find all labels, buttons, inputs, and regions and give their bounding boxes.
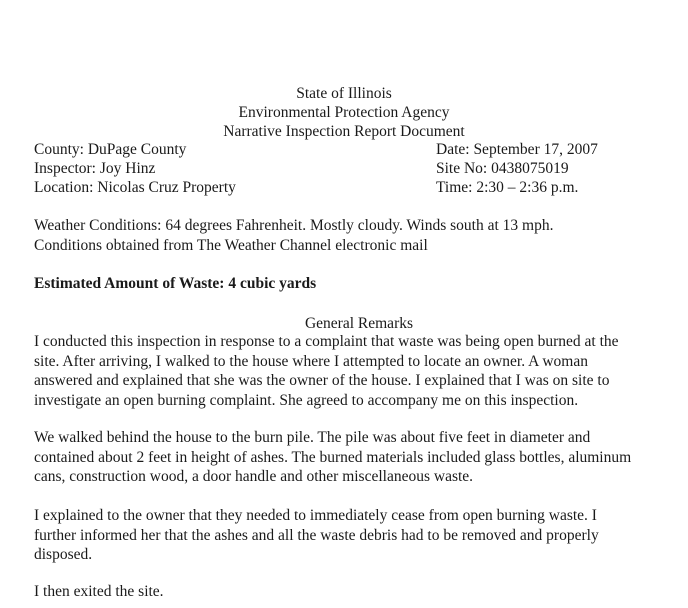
time-field: Time: 2:30 – 2:36 p.m.: [436, 179, 579, 196]
header-document-title: Narrative Inspection Report Document: [223, 123, 465, 140]
general-remarks-title: General Remarks: [304, 315, 414, 332]
weather-section: [34, 216, 684, 255]
paragraph-line: I conducted this inspection in response to a complaint that waste was being open burned at the: [34, 333, 619, 350]
location-field: Location: Nicolas Cruz Property: [34, 179, 236, 196]
paragraph-line: cans, construction wood, a door handle and other miscellaneous waste.: [34, 468, 474, 485]
remarks-paragraph-4: [34, 582, 684, 602]
site-number-field: Site No: 0438075019: [436, 160, 569, 177]
meta-right-column: [436, 140, 598, 197]
remarks-paragraph-1: [34, 332, 684, 410]
header-agency: Environmental Protection Agency: [238, 104, 450, 121]
header-state: State of Illinois: [296, 85, 392, 102]
weather-conditions: Weather Conditions: 64 degrees Fahrenheit. Mostly cloudy. Winds south at 13 mph.: [34, 217, 554, 234]
estimated-waste: [34, 274, 684, 294]
paragraph-line: We walked behind the house to the burn pile. The pile was about five feet in diameter and: [34, 429, 591, 446]
remarks-paragraph-3: [34, 506, 684, 565]
inspector-field: Inspector: Joy Hinz: [34, 160, 156, 177]
date-field: Date: September 17, 2007: [436, 141, 598, 158]
paragraph-line: answered and explained that she was the owner of the house. I explained that I was on site to: [34, 372, 610, 389]
report-header: [0, 84, 688, 141]
paragraph-line: I then exited the site.: [34, 583, 164, 600]
paragraph-line: I explained to the owner that they needed to immediately cease from open burning waste. I: [34, 507, 597, 524]
paragraph-line: disposed.: [34, 546, 93, 563]
county-field: County: DuPage County: [34, 141, 187, 158]
paragraph-line: investigate an open burning complaint. She agreed to accompany me on this inspection.: [34, 391, 579, 409]
meta-left-column: [34, 140, 236, 197]
weather-source: Conditions obtained from The Weather Channel electronic mail: [34, 236, 428, 254]
paragraph-line: further informed her that the ashes and all the waste debris had to be removed and properly: [34, 526, 599, 544]
remarks-paragraph-2: [34, 428, 684, 487]
paragraph-line: contained about 2 feet in height of ashes. The burned materials included glass bottles, aluminum: [34, 448, 632, 466]
estimated-waste-label: Estimated Amount of Waste: 4 cubic yards: [34, 275, 317, 292]
paragraph-line: site. After arriving, I walked to the house where I attempted to locate an owner. A woman: [34, 352, 588, 370]
